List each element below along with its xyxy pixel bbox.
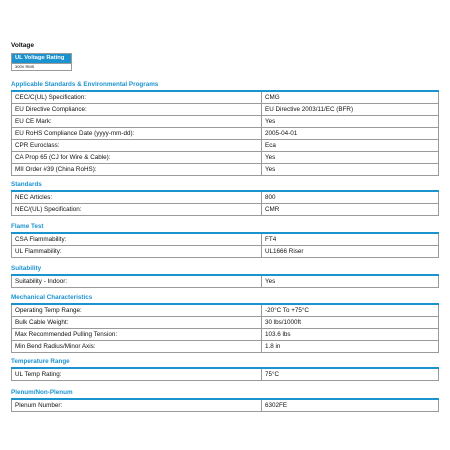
row-label: EU Directive Compliance: xyxy=(12,104,262,115)
row-value: -20°C To +75°C xyxy=(265,307,309,314)
table-row xyxy=(12,341,438,353)
table-row xyxy=(12,104,438,116)
row-value: Eca xyxy=(265,142,276,149)
row-label: UL Flammability: xyxy=(12,246,262,257)
row-label: UL Temp Rating: xyxy=(12,369,262,380)
spec-table xyxy=(11,305,439,353)
row-value: Yes xyxy=(265,166,276,173)
voltage-rating-value: 300V RMS xyxy=(12,63,71,70)
spec-table xyxy=(11,192,439,216)
section-mechanical-characteristics xyxy=(11,293,439,353)
table-row xyxy=(12,92,438,104)
spec-table xyxy=(11,276,439,288)
spec-table xyxy=(11,92,439,176)
row-value: 75°C xyxy=(265,371,280,378)
row-label: EU RoHS Compliance Date (yyyy-mm-dd): xyxy=(12,128,262,139)
section-title: Applicable Standards & Environmental Programs xyxy=(11,81,159,88)
table-row xyxy=(12,152,438,164)
table-row xyxy=(12,276,438,288)
row-value: Yes xyxy=(265,278,276,285)
table-row xyxy=(12,329,438,341)
row-value: FT4 xyxy=(265,236,277,243)
table-row xyxy=(12,317,438,329)
row-label: Min Bend Radius/Minor Axis: xyxy=(12,341,262,352)
voltage-rating-table xyxy=(11,53,72,71)
row-value: 103.6 lbs xyxy=(265,331,291,338)
table-row xyxy=(12,305,438,317)
voltage-rating-header: UL Voltage Rating xyxy=(12,54,71,63)
section-title: Plenum/Non-Plenum xyxy=(11,389,73,396)
section-applicable-standards xyxy=(11,80,439,176)
table-row xyxy=(12,192,438,204)
row-value: CMR xyxy=(265,206,280,213)
section-title: Suitability xyxy=(11,265,42,272)
row-value: 6302FE xyxy=(265,402,288,409)
row-label: NEC/(UL) Specification: xyxy=(12,204,262,215)
row-value: 1.8 in xyxy=(265,343,281,350)
voltage-title: Voltage xyxy=(11,42,34,49)
section-standards xyxy=(11,180,439,216)
row-label: NEC Articles: xyxy=(12,192,262,203)
table-row xyxy=(12,140,438,152)
section-title: Standards xyxy=(11,181,42,188)
spec-table xyxy=(11,400,439,412)
section-temperature-range xyxy=(11,357,439,381)
spec-table xyxy=(11,234,439,258)
section-plenum xyxy=(11,388,439,412)
row-label: CEC/C(UL) Specification: xyxy=(12,92,262,103)
table-row xyxy=(12,116,438,128)
table-row xyxy=(12,369,438,381)
row-value: EU Directive 2003/11/EC (BFR) xyxy=(265,106,354,113)
row-label: Max Recommended Pulling Tension: xyxy=(12,329,262,340)
table-row xyxy=(12,164,438,176)
section-suitability xyxy=(11,264,439,288)
section-flame-test xyxy=(11,222,439,258)
row-value: Yes xyxy=(265,154,276,161)
row-label: CPR Euroclass: xyxy=(12,140,262,151)
row-label: Operating Temp Range: xyxy=(12,305,262,316)
row-label: MII Order #39 (China RoHS): xyxy=(12,164,262,175)
table-row xyxy=(12,204,438,216)
row-label: Suitability - Indoor: xyxy=(12,276,262,287)
row-value: 2005-04-01 xyxy=(265,130,298,137)
spec-table xyxy=(11,369,439,381)
row-value: CMG xyxy=(265,94,280,101)
row-value: 30 lbs/1000ft xyxy=(265,319,302,326)
row-label: EU CE Mark: xyxy=(12,116,262,127)
row-label: Plenum Number: xyxy=(12,400,262,411)
section-title: Mechanical Characteristics xyxy=(11,294,93,301)
row-value: Yes xyxy=(265,118,276,125)
row-value: UL1666 Riser xyxy=(265,248,304,255)
row-value: 800 xyxy=(265,194,276,201)
table-row xyxy=(12,400,438,412)
section-title: Temperature Range xyxy=(11,358,70,365)
row-label: Bulk Cable Weight: xyxy=(12,317,262,328)
table-row xyxy=(12,128,438,140)
section-title: Flame Test xyxy=(11,223,44,230)
row-label: CA Prop 65 (CJ for Wire & Cable): xyxy=(12,152,262,163)
table-row xyxy=(12,234,438,246)
row-label: CSA Flammability: xyxy=(12,234,262,245)
table-row xyxy=(12,246,438,258)
